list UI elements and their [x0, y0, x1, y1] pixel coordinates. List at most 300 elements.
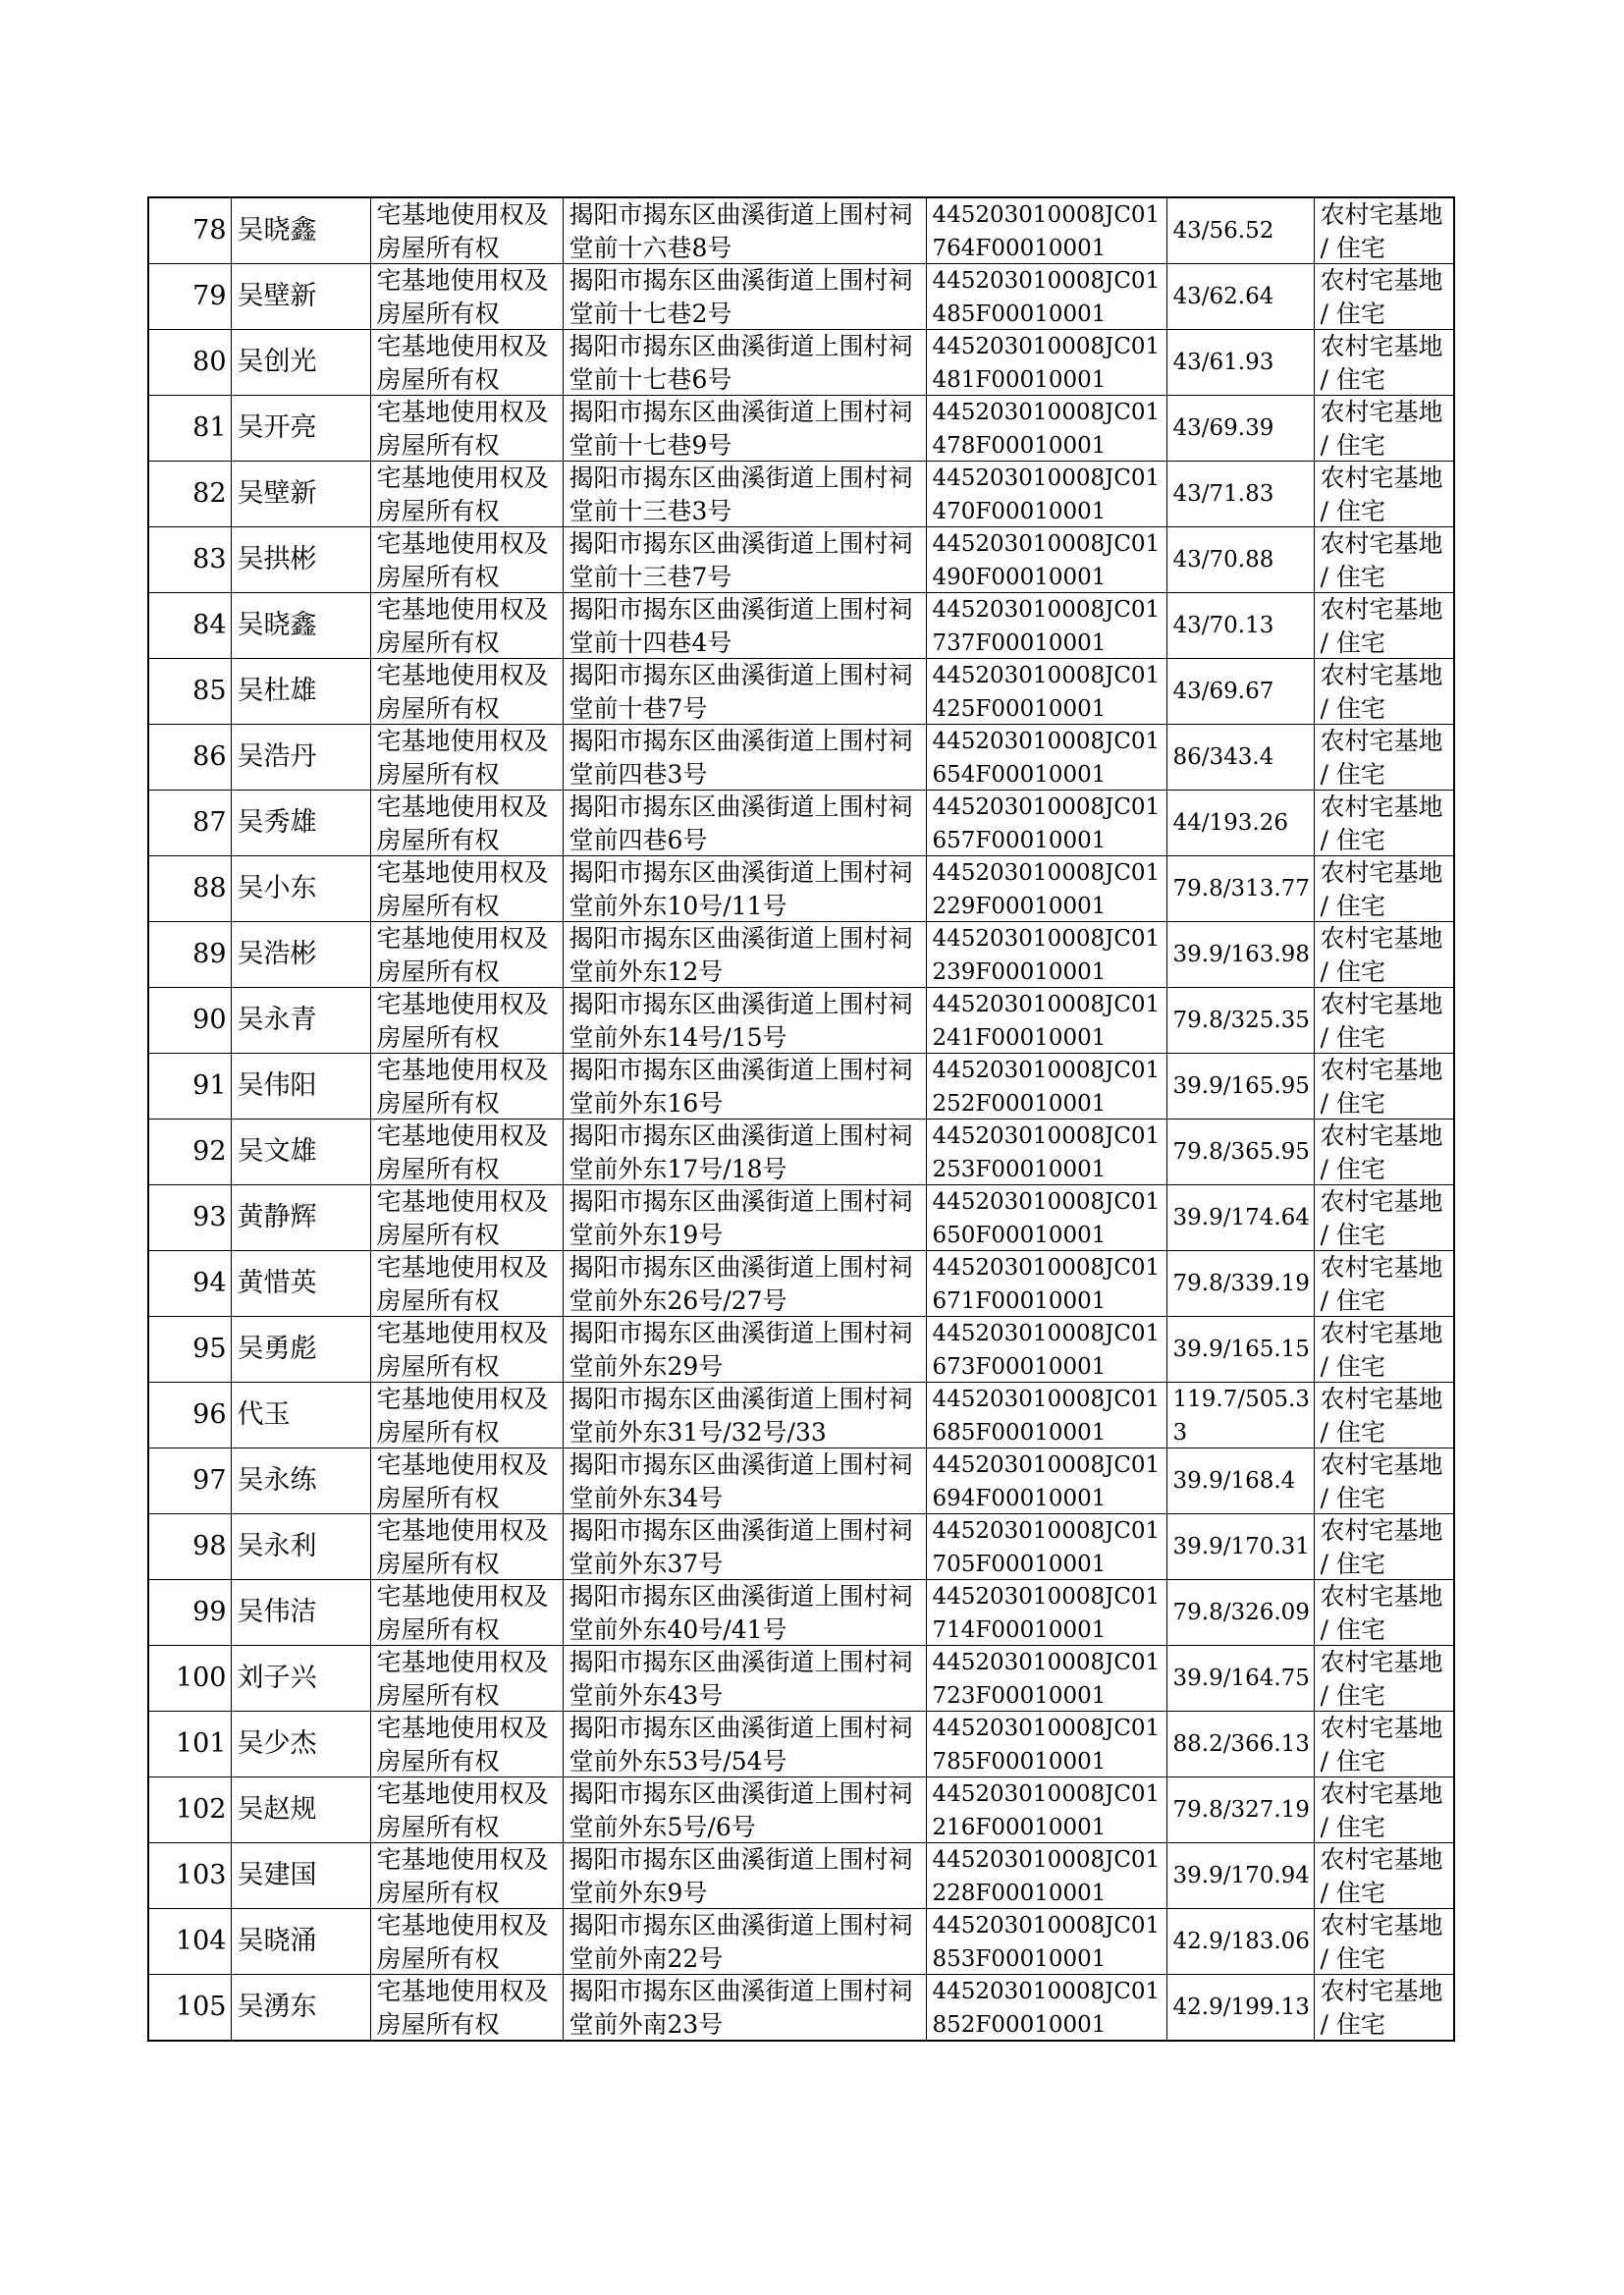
area-value: 79.8/325.35: [1172, 1008, 1310, 1033]
table-row: [148, 1448, 1454, 1514]
row-number-cell: [148, 1909, 231, 1975]
owner-name-cell: [231, 1909, 370, 1975]
owner-name-cell: [231, 1580, 370, 1646]
right-type: 宅基地使用权及房屋所有权: [376, 661, 549, 723]
right-type-cell: [370, 1909, 563, 1975]
owner-name-cell: [231, 1448, 370, 1514]
property-address-cell: [563, 1251, 926, 1317]
row-number: 89: [192, 939, 227, 969]
unit-code-cell: [926, 1120, 1166, 1185]
row-number-cell: [148, 1514, 231, 1580]
property-address: 揭阳市揭东区曲溪街道上围村祠堂前十三巷7号: [568, 529, 913, 591]
row-number: 104: [175, 1926, 227, 1956]
owner-name-cell: [231, 791, 370, 856]
area-value-cell: [1166, 1317, 1314, 1383]
row-number-cell: [148, 593, 231, 659]
area-value-cell: [1166, 1448, 1314, 1514]
unit-code: 445203010008JC01490F00010001: [932, 531, 1161, 590]
property-address: 揭阳市揭东区曲溪街道上围村祠堂前外东16号: [568, 1056, 913, 1118]
right-type-cell: [370, 1712, 563, 1777]
owner-name-cell: [231, 527, 370, 593]
owner-name-cell: [231, 1120, 370, 1185]
row-number: 85: [192, 676, 227, 706]
area-value: 43/69.67: [1172, 679, 1274, 704]
row-number: 97: [192, 1465, 227, 1496]
owner-name-cell: [231, 197, 370, 264]
land-usage-cell: [1314, 1580, 1454, 1646]
right-type: 宅基地使用权及房屋所有权: [376, 1121, 549, 1183]
row-number-cell: [148, 1448, 231, 1514]
row-number: 93: [192, 1202, 227, 1232]
register-sheet: [147, 196, 1453, 2042]
land-usage: 农村宅基地 / 住宅: [1320, 1056, 1443, 1118]
unit-code-cell: [926, 1843, 1166, 1909]
table-row: [148, 1185, 1454, 1251]
area-value-cell: [1166, 659, 1314, 725]
area-value: 43/70.88: [1172, 547, 1274, 573]
table-row: [148, 1251, 1454, 1317]
owner-name-cell: [231, 1777, 370, 1843]
unit-code: 445203010008JC01654F00010001: [932, 729, 1161, 788]
owner-name: 吴文雄: [237, 1136, 317, 1167]
land-usage: 农村宅基地 / 住宅: [1320, 1911, 1443, 1973]
land-usage: 农村宅基地 / 住宅: [1320, 1253, 1443, 1315]
row-number: 102: [175, 1794, 227, 1825]
area-value-cell: [1166, 1251, 1314, 1317]
unit-code-cell: [926, 791, 1166, 856]
land-usage-cell: [1314, 264, 1454, 330]
row-number: 103: [175, 1860, 227, 1890]
area-value-cell: [1166, 988, 1314, 1054]
owner-name-cell: [231, 1317, 370, 1383]
property-register-table: [147, 196, 1455, 2042]
unit-code-cell: [926, 527, 1166, 593]
land-usage: 农村宅基地 / 住宅: [1320, 924, 1443, 986]
unit-code-cell: [926, 330, 1166, 396]
land-usage: 农村宅基地 / 住宅: [1320, 1385, 1443, 1447]
table-row: [148, 593, 1454, 659]
property-address-cell: [563, 1514, 926, 1580]
unit-code: 445203010008JC01673F00010001: [932, 1321, 1161, 1380]
row-number-cell: [148, 396, 231, 462]
land-usage-cell: [1314, 1383, 1454, 1448]
table-row: [148, 856, 1454, 922]
right-type: 宅基地使用权及房屋所有权: [376, 464, 549, 525]
area-value: 43/56.52: [1172, 218, 1274, 244]
row-number-cell: [148, 1580, 231, 1646]
unit-code-cell: [926, 1909, 1166, 1975]
right-type-cell: [370, 396, 563, 462]
owner-name: 吴晓涌: [237, 1926, 317, 1956]
owner-name: 吴伟阳: [237, 1070, 317, 1101]
property-address-cell: [563, 1383, 926, 1448]
right-type-cell: [370, 1185, 563, 1251]
right-type-cell: [370, 1646, 563, 1712]
area-value: 43/71.83: [1172, 481, 1274, 507]
owner-name-cell: [231, 922, 370, 988]
property-address: 揭阳市揭东区曲溪街道上围村祠堂前外东40号/41号: [568, 1582, 913, 1644]
property-address: 揭阳市揭东区曲溪街道上围村祠堂前外东12号: [568, 924, 913, 986]
property-address: 揭阳市揭东区曲溪街道上围村祠堂前外东37号: [568, 1516, 913, 1578]
unit-code-cell: [926, 659, 1166, 725]
property-address-cell: [563, 264, 926, 330]
property-address-cell: [563, 1777, 926, 1843]
area-value-cell: [1166, 197, 1314, 264]
owner-name-cell: [231, 856, 370, 922]
unit-code-cell: [926, 1054, 1166, 1120]
owner-name: 吴杜雄: [237, 676, 317, 706]
table-row: [148, 1120, 1454, 1185]
unit-code: 445203010008JC01650F00010001: [932, 1189, 1161, 1248]
owner-name: 刘子兴: [237, 1663, 317, 1693]
unit-code: 445203010008JC01485F00010001: [932, 268, 1161, 327]
land-usage-cell: [1314, 527, 1454, 593]
owner-name: 黄静辉: [237, 1202, 317, 1232]
table-row: [148, 725, 1454, 791]
unit-code: 445203010008JC01723F00010001: [932, 1650, 1161, 1709]
property-address: 揭阳市揭东区曲溪街道上围村祠堂前十七巷6号: [568, 332, 913, 394]
table-row: [148, 396, 1454, 462]
property-address-cell: [563, 1317, 926, 1383]
owner-name: 吴永青: [237, 1005, 317, 1035]
land-usage-cell: [1314, 1975, 1454, 2042]
unit-code: 445203010008JC01241F00010001: [932, 992, 1161, 1051]
unit-code: 445203010008JC01470F00010001: [932, 465, 1161, 524]
property-address: 揭阳市揭东区曲溪街道上围村祠堂前十七巷2号: [568, 266, 913, 328]
land-usage: 农村宅基地 / 住宅: [1320, 1121, 1443, 1183]
area-value: 79.8/365.95: [1172, 1139, 1310, 1165]
land-usage: 农村宅基地 / 住宅: [1320, 727, 1443, 789]
right-type-cell: [370, 1054, 563, 1120]
owner-name-cell: [231, 988, 370, 1054]
owner-name: 吴拱彬: [237, 544, 317, 574]
table-row: [148, 791, 1454, 856]
right-type: 宅基地使用权及房屋所有权: [376, 1977, 549, 2039]
right-type-cell: [370, 1514, 563, 1580]
row-number-cell: [148, 1383, 231, 1448]
row-number-cell: [148, 1646, 231, 1712]
row-number-cell: [148, 527, 231, 593]
owner-name: 吴浩彬: [237, 939, 317, 969]
row-number-cell: [148, 856, 231, 922]
row-number: 92: [192, 1136, 227, 1167]
property-address-cell: [563, 856, 926, 922]
area-value-cell: [1166, 264, 1314, 330]
area-value: 44/193.26: [1172, 810, 1288, 836]
area-value-cell: [1166, 725, 1314, 791]
owner-name: 吴创光: [237, 347, 317, 377]
row-number: 84: [192, 610, 227, 640]
unit-code: 445203010008JC01671F00010001: [932, 1255, 1161, 1314]
right-type: 宅基地使用权及房屋所有权: [376, 398, 549, 460]
right-type-cell: [370, 725, 563, 791]
area-value-cell: [1166, 1712, 1314, 1777]
property-address-cell: [563, 462, 926, 527]
land-usage: 农村宅基地 / 住宅: [1320, 1845, 1443, 1907]
land-usage-cell: [1314, 1120, 1454, 1185]
property-address: 揭阳市揭东区曲溪街道上围村祠堂前十四巷4号: [568, 595, 913, 657]
unit-code-cell: [926, 462, 1166, 527]
owner-name: 吴永练: [237, 1465, 317, 1496]
property-address-cell: [563, 1580, 926, 1646]
unit-code: 445203010008JC01685F00010001: [932, 1387, 1161, 1446]
right-type: 宅基地使用权及房屋所有权: [376, 1056, 549, 1118]
area-value: 43/62.64: [1172, 284, 1274, 309]
land-usage: 农村宅基地 / 住宅: [1320, 332, 1443, 394]
land-usage: 农村宅基地 / 住宅: [1320, 1779, 1443, 1841]
area-value: 39.9/163.98: [1172, 942, 1310, 967]
area-value: 86/343.4: [1172, 744, 1274, 770]
property-address: 揭阳市揭东区曲溪街道上围村祠堂前外南22号: [568, 1911, 913, 1973]
land-usage: 农村宅基地 / 住宅: [1320, 1319, 1443, 1381]
owner-name-cell: [231, 1843, 370, 1909]
land-usage: 农村宅基地 / 住宅: [1320, 1187, 1443, 1249]
area-value: 79.8/326.09: [1172, 1600, 1310, 1625]
area-value: 39.9/165.15: [1172, 1337, 1310, 1362]
right-type-cell: [370, 462, 563, 527]
unit-code: 445203010008JC01252F00010001: [932, 1058, 1161, 1117]
row-number: 98: [192, 1531, 227, 1561]
land-usage-cell: [1314, 922, 1454, 988]
unit-code: 445203010008JC01737F00010001: [932, 597, 1161, 656]
table-row: [148, 1777, 1454, 1843]
owner-name: 吴伟洁: [237, 1597, 317, 1627]
unit-code: 445203010008JC01785F00010001: [932, 1716, 1161, 1775]
area-value-cell: [1166, 1185, 1314, 1251]
row-number: 101: [175, 1728, 227, 1759]
land-usage: 农村宅基地 / 住宅: [1320, 1714, 1443, 1776]
right-type-cell: [370, 1843, 563, 1909]
owner-name-cell: [231, 1646, 370, 1712]
unit-code: 445203010008JC01239F00010001: [932, 926, 1161, 985]
row-number-cell: [148, 1843, 231, 1909]
area-value-cell: [1166, 330, 1314, 396]
table-row: [148, 1646, 1454, 1712]
unit-code: 445203010008JC01852F00010001: [932, 1979, 1161, 2038]
right-type: 宅基地使用权及房屋所有权: [376, 595, 549, 657]
unit-code-cell: [926, 1448, 1166, 1514]
table-row: [148, 1054, 1454, 1120]
row-number-cell: [148, 1777, 231, 1843]
owner-name: 吴小东: [237, 873, 317, 903]
table-row: [148, 659, 1454, 725]
property-address: 揭阳市揭东区曲溪街道上围村祠堂前外东19号: [568, 1187, 913, 1249]
owner-name-cell: [231, 1251, 370, 1317]
row-number-cell: [148, 1054, 231, 1120]
table-row: [148, 197, 1454, 264]
row-number: 96: [192, 1399, 227, 1430]
property-address: 揭阳市揭东区曲溪街道上围村祠堂前外东43号: [568, 1648, 913, 1710]
property-address-cell: [563, 1646, 926, 1712]
unit-code-cell: [926, 1975, 1166, 2042]
property-address: 揭阳市揭东区曲溪街道上围村祠堂前外东29号: [568, 1319, 913, 1381]
property-address-cell: [563, 1843, 926, 1909]
area-value-cell: [1166, 1646, 1314, 1712]
land-usage: 农村宅基地 / 住宅: [1320, 1977, 1443, 2039]
property-address-cell: [563, 1975, 926, 2042]
unit-code-cell: [926, 396, 1166, 462]
land-usage-cell: [1314, 1317, 1454, 1383]
property-address: 揭阳市揭东区曲溪街道上围村祠堂前外东53号/54号: [568, 1714, 913, 1776]
table-row: [148, 1383, 1454, 1448]
owner-name: 吴开亮: [237, 412, 317, 443]
unit-code-cell: [926, 197, 1166, 264]
table-row: [148, 988, 1454, 1054]
property-address: 揭阳市揭东区曲溪街道上围村祠堂前外东26号/27号: [568, 1253, 913, 1315]
unit-code: 445203010008JC01216F00010001: [932, 1781, 1161, 1840]
right-type: 宅基地使用权及房屋所有权: [376, 924, 549, 986]
unit-code-cell: [926, 988, 1166, 1054]
area-value-cell: [1166, 462, 1314, 527]
unit-code-cell: [926, 1514, 1166, 1580]
owner-name-cell: [231, 1514, 370, 1580]
right-type: 宅基地使用权及房屋所有权: [376, 332, 549, 394]
area-value-cell: [1166, 1054, 1314, 1120]
right-type: 宅基地使用权及房屋所有权: [376, 1648, 549, 1710]
unit-code: 445203010008JC01228F00010001: [932, 1847, 1161, 1906]
right-type: 宅基地使用权及房屋所有权: [376, 1450, 549, 1512]
unit-code-cell: [926, 725, 1166, 791]
row-number-cell: [148, 1975, 231, 2042]
table-row: [148, 1514, 1454, 1580]
owner-name-cell: [231, 1185, 370, 1251]
row-number: 82: [192, 478, 227, 509]
property-address: 揭阳市揭东区曲溪街道上围村祠堂前外东31号/32号/33: [568, 1385, 913, 1447]
land-usage-cell: [1314, 1777, 1454, 1843]
right-type-cell: [370, 1975, 563, 2042]
property-address-cell: [563, 922, 926, 988]
unit-code-cell: [926, 1712, 1166, 1777]
right-type: 宅基地使用权及房屋所有权: [376, 1582, 549, 1644]
unit-code: 445203010008JC01481F00010001: [932, 334, 1161, 393]
property-address-cell: [563, 1712, 926, 1777]
right-type-cell: [370, 922, 563, 988]
area-value: 39.9/168.4: [1172, 1468, 1296, 1494]
property-address: 揭阳市揭东区曲溪街道上围村祠堂前十六巷8号: [568, 200, 913, 262]
land-usage-cell: [1314, 330, 1454, 396]
owner-name: 吴壁新: [237, 281, 317, 311]
row-number-cell: [148, 264, 231, 330]
row-number-cell: [148, 1251, 231, 1317]
land-usage-cell: [1314, 396, 1454, 462]
land-usage-cell: [1314, 1514, 1454, 1580]
right-type-cell: [370, 1580, 563, 1646]
right-type-cell: [370, 527, 563, 593]
property-address: 揭阳市揭东区曲溪街道上围村祠堂前外东10号/11号: [568, 858, 913, 920]
row-number-cell: [148, 1317, 231, 1383]
property-address: 揭阳市揭东区曲溪街道上围村祠堂前外东17号/18号: [568, 1121, 913, 1183]
land-usage-cell: [1314, 1843, 1454, 1909]
area-value: 39.9/174.64: [1172, 1205, 1310, 1230]
land-usage: 农村宅基地 / 住宅: [1320, 792, 1443, 854]
unit-code: 445203010008JC01853F00010001: [932, 1913, 1161, 1972]
land-usage: 农村宅基地 / 住宅: [1320, 1648, 1443, 1710]
property-address-cell: [563, 791, 926, 856]
owner-name-cell: [231, 1054, 370, 1120]
area-value: 39.9/170.31: [1172, 1534, 1310, 1559]
property-address-cell: [563, 1448, 926, 1514]
right-type-cell: [370, 330, 563, 396]
table-row: [148, 1909, 1454, 1975]
table-row: [148, 462, 1454, 527]
table-row: [148, 1975, 1454, 2042]
property-address-cell: [563, 988, 926, 1054]
land-usage-cell: [1314, 856, 1454, 922]
right-type-cell: [370, 988, 563, 1054]
right-type-cell: [370, 791, 563, 856]
owner-name: 吴晓鑫: [237, 610, 317, 640]
area-value-cell: [1166, 1580, 1314, 1646]
owner-name: 吴秀雄: [237, 807, 317, 838]
area-value: 43/61.93: [1172, 350, 1274, 375]
row-number-cell: [148, 1712, 231, 1777]
row-number-cell: [148, 197, 231, 264]
row-number: 79: [192, 281, 227, 311]
right-type: 宅基地使用权及房屋所有权: [376, 1385, 549, 1447]
table-row: [148, 1580, 1454, 1646]
area-value-cell: [1166, 593, 1314, 659]
right-type-cell: [370, 593, 563, 659]
owner-name: 吴湧东: [237, 1992, 317, 2022]
area-value: 42.9/183.06: [1172, 1929, 1310, 1954]
table-row: [148, 1843, 1454, 1909]
row-number-cell: [148, 922, 231, 988]
owner-name-cell: [231, 264, 370, 330]
land-usage-cell: [1314, 593, 1454, 659]
right-type-cell: [370, 1120, 563, 1185]
land-usage: 农村宅基地 / 住宅: [1320, 1450, 1443, 1512]
row-number: 91: [192, 1070, 227, 1101]
property-address: 揭阳市揭东区曲溪街道上围村祠堂前外东14号/15号: [568, 990, 913, 1052]
land-usage: 农村宅基地 / 住宅: [1320, 398, 1443, 460]
land-usage-cell: [1314, 659, 1454, 725]
land-usage: 农村宅基地 / 住宅: [1320, 200, 1443, 262]
unit-code-cell: [926, 1383, 1166, 1448]
unit-code-cell: [926, 1251, 1166, 1317]
right-type: 宅基地使用权及房屋所有权: [376, 529, 549, 591]
area-value-cell: [1166, 856, 1314, 922]
area-value: 79.8/313.77: [1172, 876, 1310, 902]
row-number-cell: [148, 1120, 231, 1185]
unit-code-cell: [926, 1185, 1166, 1251]
unit-code: 445203010008JC01478F00010001: [932, 400, 1161, 459]
land-usage: 农村宅基地 / 住宅: [1320, 1582, 1443, 1644]
right-type-cell: [370, 264, 563, 330]
land-usage-cell: [1314, 1251, 1454, 1317]
owner-name-cell: [231, 330, 370, 396]
row-number: 80: [192, 347, 227, 377]
owner-name: 吴浩丹: [237, 741, 317, 772]
property-address-cell: [563, 1185, 926, 1251]
unit-code: 445203010008JC01705F00010001: [932, 1518, 1161, 1577]
owner-name: 吴晓鑫: [237, 215, 317, 246]
owner-name: 吴建国: [237, 1860, 317, 1890]
row-number-cell: [148, 791, 231, 856]
property-address-cell: [563, 1054, 926, 1120]
area-value: 79.8/339.19: [1172, 1271, 1310, 1296]
table-row: [148, 264, 1454, 330]
right-type-cell: [370, 1317, 563, 1383]
area-value: 119.7/505.33: [1172, 1387, 1310, 1446]
property-address: 揭阳市揭东区曲溪街道上围村祠堂前外东5号/6号: [568, 1779, 913, 1841]
land-usage-cell: [1314, 725, 1454, 791]
area-value-cell: [1166, 922, 1314, 988]
table-row: [148, 527, 1454, 593]
owner-name-cell: [231, 1383, 370, 1448]
property-address-cell: [563, 593, 926, 659]
property-address: 揭阳市揭东区曲溪街道上围村祠堂前四巷3号: [568, 727, 913, 789]
row-number: 81: [192, 412, 227, 443]
